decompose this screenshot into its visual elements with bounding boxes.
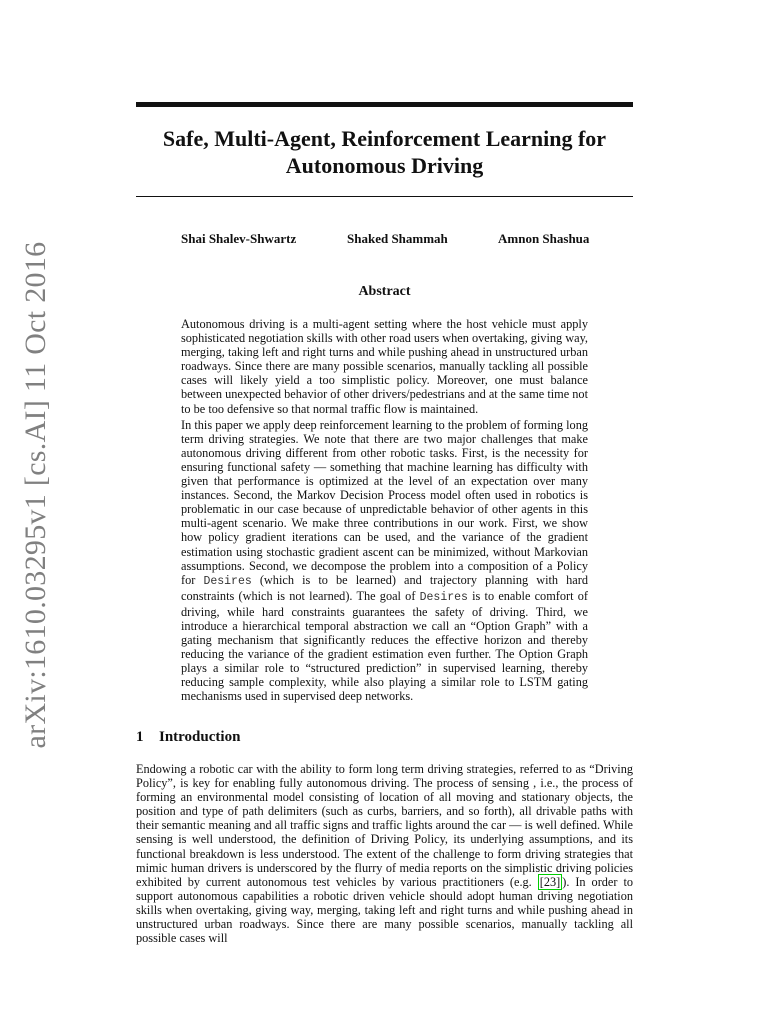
paper-title — [136, 125, 633, 179]
abstract-paragraph-1: Autonomous driving is a multi-agent setting where the host vehicle must apply sophisticated negotiation skills with other road users when overtaking, giving way, merging, taking left and right turns and while pushing ahead in unstructured urban roadways. Since there are many possible scenarios, manually tackling all possible cases will likely yield a too simplistic policy. Moreover, one must balance between unexpected behavior of other drivers/pedestrians and at the same time not to be too defensive so that normal traffic flow is maintained. — [181, 317, 588, 416]
author-1: Shai Shalev-Shwartz — [181, 231, 297, 246]
section-title: Introduction — [159, 729, 241, 745]
author-3: Amnon Shashua — [498, 231, 590, 246]
title-line-2: Autonomous Driving — [285, 153, 484, 178]
intro-text: Endowing a robotic car with the ability to form long term driving strategies, referred to as “Driving Policy”, is key for enabling fully autonomous driving. The process of sensing , i.e., the process of forming an environmental model consisting of location of all moving and stationary objects, the position and type of path delimiters (such as curbs, barriers, and so forth), all drivable paths with their semantic meaning and all traffic signs and traffic lights around the car — is well defined. While sensing is well understood, the definition of Driving Policy, its underlying assumptions, and its functional breakdown is less understood. The extent of the challenge to form driving strategies that mimic human drivers is underscored by the flurry of media reports on the simplistic driving policies exhibited by current autonomous test vehicles by various practitioners (e.g. — [136, 762, 633, 889]
intro-paragraph — [136, 762, 633, 945]
desires-term: Desires — [203, 574, 252, 588]
introduction-body — [136, 762, 633, 945]
desires-term: Desires — [419, 590, 468, 604]
abstract-paragraph-2 — [181, 418, 588, 704]
abstract-text: (which is to be learned) and trajectory planning with hard constraints (which is not learned). The goal of — [181, 572, 588, 603]
citation-link[interactable]: [23] — [539, 874, 561, 889]
intro-text: ). In order to support autonomous capabilities a robotic driven vehicle should adopt human driving negotiation skills when overtaking, giving way, merging, taking left and right turns and while pushing ahead in unstructured urban roadways. Since there are many possible scenarios, manually tackling all possible cases will — [136, 874, 634, 946]
title-bottom-rule — [136, 196, 633, 197]
title-top-rule — [136, 102, 633, 107]
abstract-heading: Abstract — [358, 284, 411, 299]
abstract-text: In this paper we apply deep reinforcement learning to the problem of forming long term driving strategies. We note that there are two major challenges that make autonomous driving different from other robotic tasks. First, is the necessity for ensuring functional safety — something that machine learning has difficulty with given that performance is optimized at the level of an expectation over many instances. Second, the Markov Decision Process model often used in robotics is problematic in our case because of unpredictable behavior of other agents in this multi-agent scenario. We make three contributions in our work. First, we show how policy gradient iterations can be used, and the variance of the gradient estimation using stochastic gradient ascent can be minimized, without Markovian assumptions. Second, we decompose the problem into a composition of a Policy for — [181, 417, 588, 587]
author-2: Shaked Shammah — [347, 231, 448, 246]
abstract-text: is to enable comfort of driving, while hard constraints guarantees the safety of driving. Third, we introduce a hierarchical temporal abstraction we call an “Option Graph” with a gating mechanism that significantly reduces the effective horizon and thereby reducing the variance of the gradient estimation even further. The Option Graph plays a similar role to “structured prediction” in supervised learning, thereby reducing sample complexity, while also playing a similar role to LSTM gating mechanisms used in supervised deep networks. — [181, 588, 588, 704]
abstract-body — [181, 317, 588, 706]
arxiv-identifier: arXiv:1610.03295v1 [cs.AI] 11 Oct 2016 — [19, 241, 52, 749]
section-number: 1 — [136, 729, 144, 745]
section-heading-introduction — [136, 729, 240, 746]
title-line-1: Safe, Multi-Agent, Reinforcement Learning for — [162, 126, 607, 151]
